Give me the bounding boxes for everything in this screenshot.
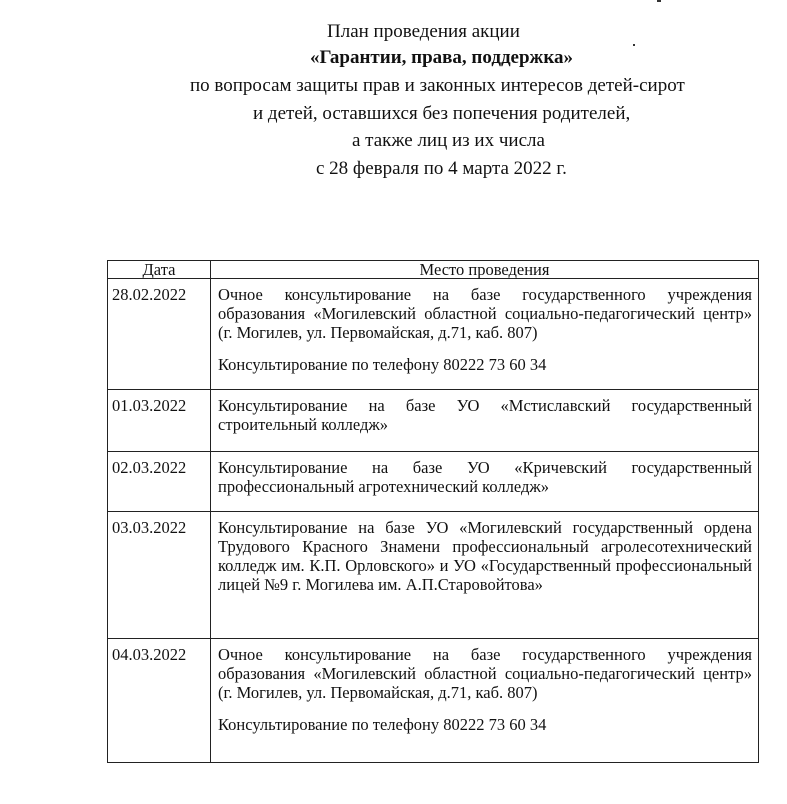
row-place — [211, 512, 759, 639]
place-paragraph: Консультирование по телефону 80222 73 60 34 — [218, 715, 547, 734]
place-paragraph: Очное консультирование на базе государственного учреждения образования «Могилевский областной социально-педагогический центр» (г. Могилев, ул. Первомайская, д.71, каб. 807) — [218, 645, 752, 702]
row-place — [211, 390, 759, 452]
table-row — [108, 639, 759, 763]
scan-speck — [633, 44, 635, 46]
place-paragraph: Консультирование по телефону 80222 73 60 34 — [218, 355, 547, 374]
header-subject: по вопросам защиты прав и законных интересов детей-сирот — [190, 75, 685, 96]
column-header-date: Дата — [108, 261, 211, 279]
row-place — [211, 452, 759, 512]
place-paragraph: Консультирование на базе УО «Мстиславский государственный строительный колледж» — [218, 396, 752, 434]
place-paragraph: Очное консультирование на базе государственного учреждения образования «Могилевский областной социально-педагогический центр» (г. Могилев, ул. Первомайская, д.71, каб. 807) — [218, 285, 752, 342]
schedule-table — [107, 260, 759, 763]
place-paragraph: Консультирование на базе УО «Кричевский государственный профессиональный агротехнический колледж» — [218, 458, 752, 496]
header-action-name: «Гарантии, права, поддержка» — [310, 47, 573, 68]
row-date: 01.03.2022 — [108, 390, 211, 452]
column-header-place: Место проведения — [211, 261, 759, 279]
table-row — [108, 279, 759, 390]
table-row — [108, 512, 759, 639]
table-row — [108, 390, 759, 452]
table-header-row — [108, 261, 759, 279]
header-subject-3: а также лиц из их числа — [352, 130, 545, 151]
row-date: 03.03.2022 — [108, 512, 211, 639]
header-title: План проведения акции — [327, 21, 520, 42]
table-row — [108, 452, 759, 512]
row-place — [211, 639, 759, 763]
header-period: с 28 февраля по 4 марта 2022 г. — [316, 158, 567, 179]
header-subject-2: и детей, оставшихся без попечения родителей, — [253, 103, 631, 124]
place-paragraph: Консультирование на базе УО «Могилевский государственный ордена Трудового Красного Знамени профессиональный агролесотехнический колледж им. К.П. Орловского» и УО «Государственный профессиональный лицей №9 г. Могилева им. А.П.Старовойтова» — [218, 518, 752, 594]
scan-mark — [657, 0, 661, 2]
row-date: 28.02.2022 — [108, 279, 211, 390]
row-place — [211, 279, 759, 390]
row-date: 02.03.2022 — [108, 452, 211, 512]
row-date: 04.03.2022 — [108, 639, 211, 763]
